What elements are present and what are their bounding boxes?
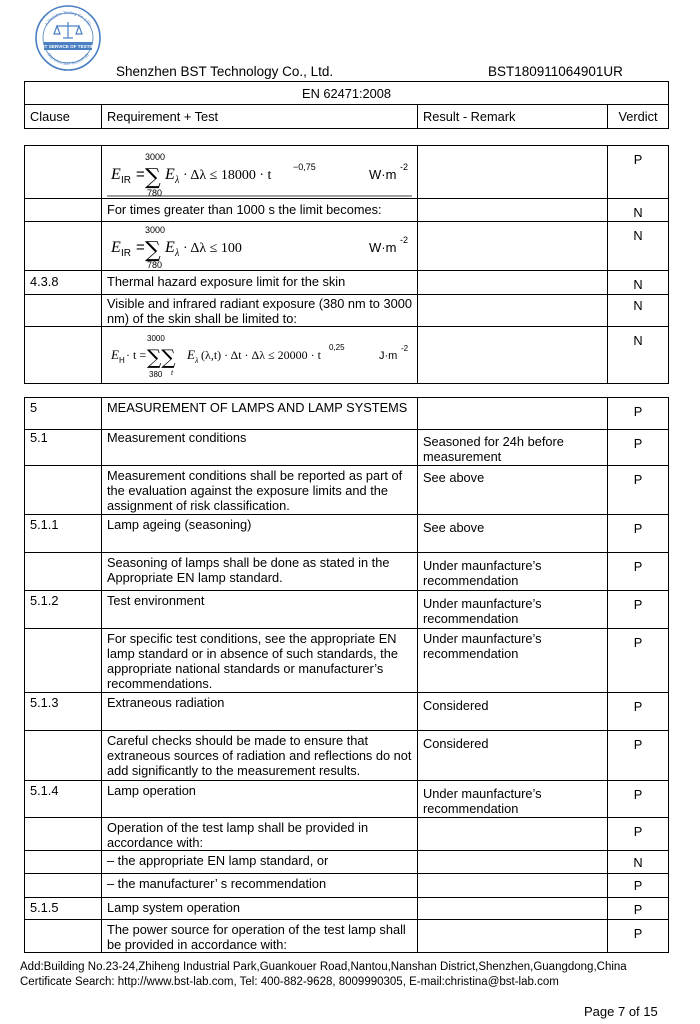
formula-skin-thermal-limit xyxy=(107,327,412,382)
result-cell: Seasoned for 24h before measurement xyxy=(418,430,608,466)
table-row xyxy=(25,146,669,199)
table-section-4 xyxy=(24,145,669,384)
result-cell xyxy=(418,874,608,898)
verdict-cell: P xyxy=(608,430,669,466)
clause-cell xyxy=(25,731,102,781)
requirement-cell: Operation of the test lamp shall be provided in accordance with: xyxy=(102,818,418,851)
verdict-cell: P xyxy=(608,398,669,430)
table-row xyxy=(25,731,669,781)
verdict-cell: P xyxy=(608,629,669,693)
table-row xyxy=(25,591,669,629)
clause-cell xyxy=(25,146,102,199)
table-row xyxy=(25,295,669,327)
clause-cell: 5.1.1 xyxy=(25,515,102,553)
svg-text:780: 780 xyxy=(147,188,163,198)
svg-text:−0,75: −0,75 xyxy=(293,162,316,172)
result-cell xyxy=(418,851,608,874)
formula-cell xyxy=(102,222,418,271)
table-row xyxy=(25,199,669,222)
clause-cell xyxy=(25,327,102,384)
verdict-cell: P xyxy=(608,920,669,953)
svg-text:3000: 3000 xyxy=(147,334,165,343)
svg-text:E: E xyxy=(165,239,175,256)
svg-text:0,25: 0,25 xyxy=(329,343,345,352)
verdict-cell: N xyxy=(608,327,669,384)
column-header-requirement: Requirement + Test xyxy=(102,105,418,129)
svg-text:(λ,t) · Δt · Δλ ≤ 20000 · t: (λ,t) · Δt · Δλ ≤ 20000 · t xyxy=(201,348,321,362)
result-cell: Under maunfacture’s recommendation xyxy=(418,553,608,591)
formula-ir-limit-short xyxy=(107,146,412,198)
table-row xyxy=(25,327,669,384)
table-row xyxy=(25,222,669,271)
clause-cell: 5.1 xyxy=(25,430,102,466)
clause-cell xyxy=(25,851,102,874)
svg-text:∑: ∑ xyxy=(145,238,161,263)
requirement-cell: Lamp operation xyxy=(102,781,418,818)
table-row xyxy=(25,851,669,874)
svg-text:E: E xyxy=(165,166,175,183)
verdict-cell: N xyxy=(608,295,669,327)
clause-cell xyxy=(25,920,102,953)
svg-text:-2: -2 xyxy=(401,344,409,353)
verdict-cell: P xyxy=(608,874,669,898)
result-cell: Considered xyxy=(418,693,608,731)
requirement-cell: – the appropriate EN lamp standard, or xyxy=(102,851,418,874)
requirement-cell: For specific test conditions, see the appropriate EN lamp standard or in absence of such standards, the appropriate national standards or manufacturer’s recommendations. xyxy=(102,629,418,693)
table-row xyxy=(25,920,669,953)
requirement-cell: Careful checks should be made to ensure that extraneous sources of radiation and reflections do not add significantly to the measurement results. xyxy=(102,731,418,781)
footer-address: Add:Building No.23-24,Zhiheng Industrial Park,Guankouer Road,Nantou,Nanshan District,Shenzhen,Guangdong,China xyxy=(20,961,627,973)
svg-text:λ: λ xyxy=(175,175,180,186)
verdict-cell: N xyxy=(608,271,669,295)
verdict-cell: P xyxy=(608,515,669,553)
verdict-cell: N xyxy=(608,199,669,222)
result-cell xyxy=(418,398,608,430)
verdict-cell: P xyxy=(608,466,669,515)
page-number: Page 7 of 15 xyxy=(584,1004,658,1019)
clause-cell: 5.1.4 xyxy=(25,781,102,818)
logo-band-text: BST SERVICE OF TESTING xyxy=(38,44,98,49)
table-row xyxy=(25,553,669,591)
clause-cell xyxy=(25,295,102,327)
result-cell xyxy=(418,199,608,222)
requirement-cell: Lamp system operation xyxy=(102,898,418,920)
formula-cell xyxy=(102,146,418,199)
svg-text:· t =: · t = xyxy=(126,348,147,362)
formula-ir-limit-long xyxy=(107,222,412,270)
requirement-cell: Seasoning of lamps shall be done as stated in the Appropriate EN lamp standard. xyxy=(102,553,418,591)
table-row xyxy=(25,693,669,731)
result-cell: Under maunfacture’s recommendation xyxy=(418,781,608,818)
result-cell: See above xyxy=(418,515,608,553)
svg-text:-2: -2 xyxy=(400,162,409,172)
result-cell: Under maunfacture’s recommendation xyxy=(418,591,608,629)
requirement-cell: MEASUREMENT OF LAMPS AND LAMP SYSTEMS xyxy=(102,398,418,430)
clause-cell: 5.1.2 xyxy=(25,591,102,629)
svg-text:3000: 3000 xyxy=(145,152,166,162)
svg-text:E: E xyxy=(111,239,121,256)
verdict-cell: P xyxy=(608,693,669,731)
verdict-cell: P xyxy=(608,818,669,851)
table-row xyxy=(25,271,669,295)
verdict-cell: P xyxy=(608,898,669,920)
svg-text:Shenzhen BST Technology xyxy=(47,52,90,66)
svg-text:λ: λ xyxy=(175,248,180,259)
table-section-5 xyxy=(24,397,669,953)
table-row xyxy=(25,781,669,818)
svg-text:E: E xyxy=(111,166,121,183)
svg-text:∑: ∑ xyxy=(145,165,161,190)
requirement-cell: Visible and infrared radiant exposure (380 nm to 3000 nm) of the skin shall be limited to: xyxy=(102,295,418,327)
clause-cell xyxy=(25,222,102,271)
standard-title: EN 62471:2008 xyxy=(25,82,669,105)
clause-cell: 5.1.5 xyxy=(25,898,102,920)
bst-logo xyxy=(34,4,102,72)
requirement-cell: Thermal hazard exposure limit for the skin xyxy=(102,271,418,295)
header-table xyxy=(24,81,669,129)
svg-text:IR: IR xyxy=(121,248,131,259)
requirement-cell: Measurement conditions shall be reported as part of the evaluation against the exposure limits and the assignment of risk classification. xyxy=(102,466,418,515)
result-cell: See above xyxy=(418,466,608,515)
table-row xyxy=(25,874,669,898)
verdict-cell: N xyxy=(608,222,669,271)
footer xyxy=(20,960,627,990)
result-cell xyxy=(418,222,608,271)
result-cell xyxy=(418,295,608,327)
verdict-cell: N xyxy=(608,851,669,874)
column-header-verdict: Verdict xyxy=(608,105,669,129)
clause-cell xyxy=(25,553,102,591)
table-row xyxy=(25,898,669,920)
requirement-cell: Measurement conditions xyxy=(102,430,418,466)
table-row xyxy=(25,430,669,466)
svg-text:=: = xyxy=(136,239,145,256)
clause-cell xyxy=(25,818,102,851)
result-cell: Considered xyxy=(418,731,608,781)
company-name: Shenzhen BST Technology Co., Ltd. xyxy=(116,64,334,79)
svg-text:H: H xyxy=(119,356,125,365)
result-cell xyxy=(418,920,608,953)
requirement-cell: Lamp ageing (seasoning) xyxy=(102,515,418,553)
clause-cell xyxy=(25,629,102,693)
svg-text:780: 780 xyxy=(147,260,163,270)
clause-cell: 5.1.3 xyxy=(25,693,102,731)
verdict-cell: P xyxy=(608,553,669,591)
clause-cell xyxy=(25,466,102,515)
table-row xyxy=(25,398,669,430)
svg-text:· Δλ ≤ 18000 · t: · Δλ ≤ 18000 · t xyxy=(183,168,272,183)
clause-cell xyxy=(25,199,102,222)
clause-cell: 4.3.8 xyxy=(25,271,102,295)
requirement-cell: The power source for operation of the test lamp shall be provided in accordance with: xyxy=(102,920,418,953)
verdict-cell: P xyxy=(608,591,669,629)
verdict-cell: P xyxy=(608,731,669,781)
table-row xyxy=(25,515,669,553)
svg-text:J·m: J·m xyxy=(379,350,398,362)
svg-text:W·m: W·m xyxy=(369,240,397,255)
result-cell xyxy=(418,146,608,199)
svg-text:λ: λ xyxy=(195,356,199,365)
svg-text:· Δλ ≤ 100: · Δλ ≤ 100 xyxy=(183,241,242,256)
result-cell xyxy=(418,327,608,384)
formula-cell xyxy=(102,327,418,384)
svg-text:=: = xyxy=(136,166,145,183)
scales-of-justice-icon xyxy=(54,22,82,38)
svg-text:E: E xyxy=(111,347,119,362)
logo-bottom-text: Shenzhen BST Technology xyxy=(46,51,90,67)
requirement-cell: Test environment xyxy=(102,591,418,629)
svg-text:3000: 3000 xyxy=(145,225,166,235)
svg-text:E: E xyxy=(187,347,195,362)
svg-text:-2: -2 xyxy=(400,235,409,245)
svg-text:IR: IR xyxy=(121,175,131,186)
logo-top-text: A Reliable Testing Co.,LTD xyxy=(43,9,93,27)
result-cell xyxy=(418,271,608,295)
footer-contact: Certificate Search: http://www.bst-lab.com, Tel: 400-882-9628, 8009990305, E-mail:christina@bst-lab.com xyxy=(20,976,559,988)
requirement-cell: For times greater than 1000 s the limit becomes: xyxy=(102,199,418,222)
result-cell: Under maunfacture’s recommendation xyxy=(418,629,608,693)
svg-text:t: t xyxy=(171,368,174,377)
svg-text:W·m: W·m xyxy=(369,167,397,182)
requirement-cell: – the manufacturer’ s recommendation xyxy=(102,874,418,898)
column-header-clause: Clause xyxy=(25,105,102,129)
clause-cell: 5 xyxy=(25,398,102,430)
svg-text:380: 380 xyxy=(149,370,163,379)
column-header-result: Result - Remark xyxy=(418,105,608,129)
table-row xyxy=(25,629,669,693)
verdict-cell: P xyxy=(608,781,669,818)
table-row xyxy=(25,818,669,851)
result-cell xyxy=(418,818,608,851)
report-number: BST180911064901UR xyxy=(488,64,623,79)
table-row xyxy=(25,466,669,515)
svg-text:∑∑: ∑∑ xyxy=(147,345,176,369)
verdict-cell: P xyxy=(608,146,669,199)
requirement-cell: Extraneous radiation xyxy=(102,693,418,731)
clause-cell xyxy=(25,874,102,898)
result-cell xyxy=(418,898,608,920)
